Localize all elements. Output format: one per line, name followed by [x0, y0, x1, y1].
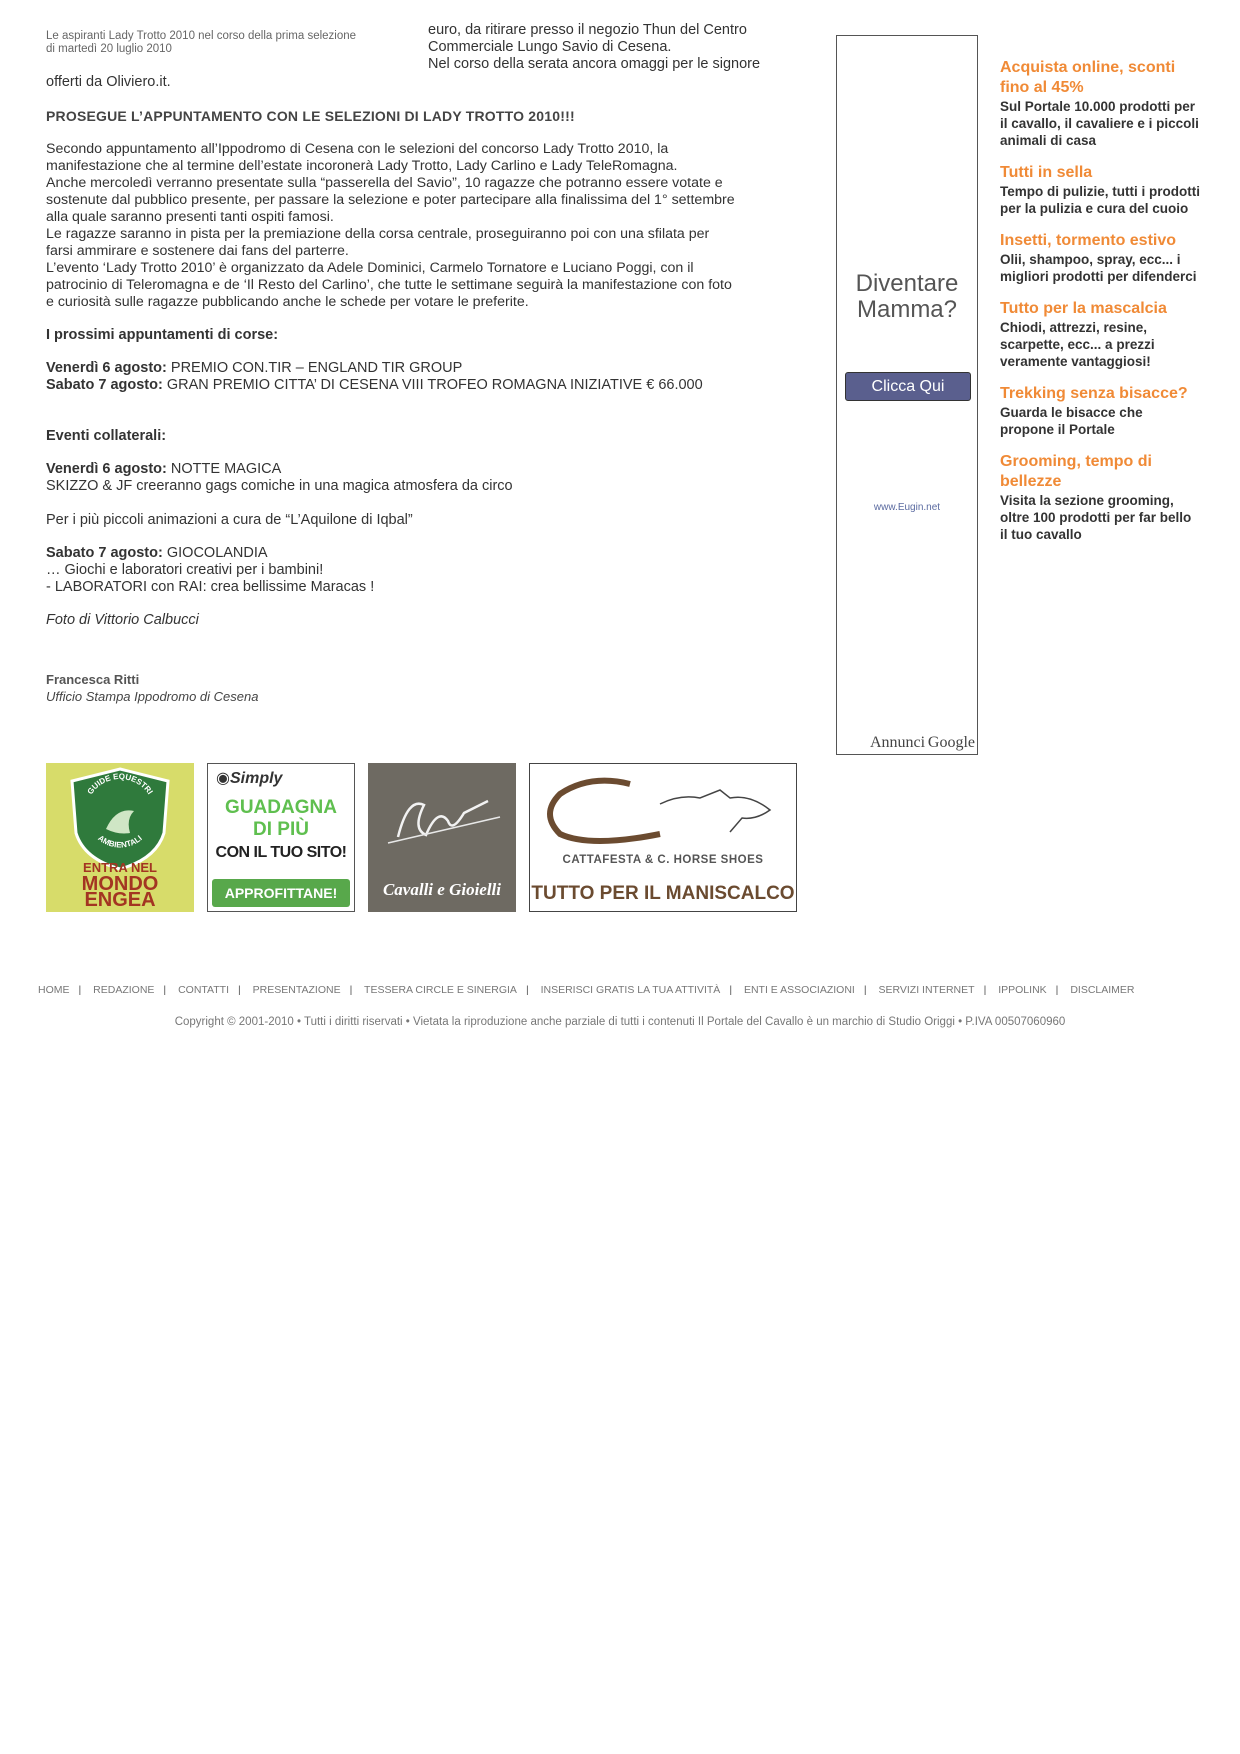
event-line: - LABORATORI con RAI: crea bellissime Maracas ! — [46, 579, 375, 595]
section-heading: I prossimi appuntamenti di corse: — [46, 327, 279, 343]
event-line — [46, 545, 374, 562]
promo-text: Chiodi, attrezzi, resine, scarpette, ecc... a prezzi veramente vantaggiosi! — [1000, 320, 1155, 369]
event-line: SKIZZO & JF creeranno gags comiche in una magica atmosfera da circo — [46, 478, 513, 494]
engea-text — [46, 860, 194, 911]
badge-bottom-text: AMBIENTALI — [96, 833, 144, 850]
nav-home[interactable]: HOME — [38, 984, 70, 996]
nav-separator: | — [1055, 984, 1059, 996]
nav-separator: | — [163, 984, 167, 996]
nav-contatti[interactable]: CONTATTI — [178, 984, 230, 996]
nav-separator: | — [863, 984, 867, 996]
photo-credit: Foto di Vittorio Calbucci — [46, 612, 199, 628]
event-name: NOTTE MAGICA — [166, 461, 282, 477]
nav-separator: | — [729, 984, 733, 996]
promo-item[interactable] — [1000, 58, 1200, 149]
badge-top-text: GUIDE EQUESTRI — [85, 771, 155, 797]
engea-shield-logo — [46, 763, 194, 873]
event-date: Venerdì 6 agosto: — [46, 461, 167, 477]
nav-enti[interactable]: ENTI E ASSOCIAZIONI — [743, 984, 855, 996]
body-line: e curiosità sulle ragazze pubblicando anche le schede per votare le preferite. — [46, 294, 529, 310]
ad-question: Diventare Mamma? — [855, 270, 959, 323]
annunci-label: Annunci — [870, 734, 926, 751]
text-line: Nel corso della serata ancora omaggi per le signore — [428, 56, 761, 72]
event-date: Sabato 7 agosto: — [46, 545, 163, 561]
body-line: Le ragazze saranno in pista per la premiazione della corsa centrale, proseguiranno poi con una sfilata per — [46, 226, 710, 242]
event-line: … Giochi e laboratori creativi per i bambini! — [46, 562, 324, 578]
caption-line: Le aspiranti Lady Trotto 2010 nel corso della prima selezione — [46, 30, 357, 42]
promo-text: Sul Portale 10.000 prodotti per il cavallo, il cavaliere e i piccoli animali di casa — [1000, 99, 1199, 148]
promo-title[interactable]: Tutto per la mascalcia — [1000, 300, 1167, 317]
simply-logo — [216, 768, 282, 788]
prossimi-heading — [46, 327, 278, 343]
engea-line2: MONDO ENGEA — [81, 873, 159, 911]
eventi-heading — [46, 428, 166, 444]
offerti-text: offerti da Oliviero.it. — [46, 74, 171, 90]
nav-presentazione[interactable]: PRESENTAZIONE — [252, 984, 341, 996]
signature-logo — [368, 777, 516, 857]
promo-item[interactable] — [1000, 384, 1200, 438]
nav-redazione[interactable]: REDAZIONE — [93, 984, 155, 996]
promo-text: Tempo di pulizie, tutti i prodotti per la pulizia e cura del cuoio — [1000, 184, 1200, 216]
section-heading: Eventi collaterali: — [46, 428, 167, 444]
nav-separator: | — [983, 984, 987, 996]
nav-separator: | — [238, 984, 241, 996]
engea-banner[interactable] — [46, 763, 194, 912]
promo-title[interactable]: Trekking senza bisacce? — [1000, 385, 1188, 402]
cattafesta-slogan: TUTTO PER IL MANISCALCO — [531, 883, 795, 904]
promo-text: Visita la sezione grooming, oltre 100 prodotti per far bello il tuo cavallo — [1000, 493, 1192, 542]
approfittane-button[interactable]: APPROFITTANE! — [212, 879, 350, 907]
body-line: Secondo appuntamento all’Ippodromo di Cesena con le selezioni del concorso Lady Trotto 2010, la — [46, 141, 669, 157]
event-venerdi — [46, 461, 513, 495]
author-block — [46, 671, 258, 705]
race-item — [46, 360, 703, 377]
google-ad-box[interactable] — [836, 35, 978, 755]
copyright: Copyright © 2001-2010 • Tutti i diritti riservati • Vietata la riproduzione anche parziale di tutti i contenuti Il Portale del Cavallo è un marchio di Studio Origgi • P.IVA 00507060960 — [174, 1016, 1066, 1028]
nav-ippolink[interactable]: IPPOLINK — [998, 984, 1047, 996]
article-headline: PROSEGUE L’APPUNTAMENTO CON LE SELEZIONI DI LADY TROTTO 2010!!! — [46, 108, 575, 124]
body-line: Anche mercoledì verranno presentate sulla “passerella del Savio”, 10 ragazze che potranno essere votate e — [46, 175, 723, 191]
promo-item[interactable] — [1000, 231, 1200, 285]
nav-inserisci[interactable]: INSERISCI GRATIS LA TUA ATTIVITÀ — [540, 984, 721, 996]
promo-text: Olii, shampoo, spray, ecc... i migliori prodotti per difenderci — [1000, 252, 1197, 284]
photo-caption — [46, 30, 406, 56]
engea-line1: ENTRA NEL — [83, 860, 157, 875]
simply-logo-text: Simply — [229, 770, 283, 787]
promo-item[interactable] — [1000, 299, 1200, 370]
simply-circle-icon: ◉ — [216, 770, 230, 787]
event-piccoli: Per i più piccoli animazioni a cura de “L’Aquilone di Iqbal” — [46, 512, 413, 528]
text-line: Commerciale Lungo Savio di Cesena. — [428, 39, 672, 55]
simply-banner[interactable] — [207, 763, 355, 912]
simply-line3: CON IL TUO SITO! — [215, 844, 347, 861]
promo-item[interactable] — [1000, 163, 1200, 217]
promo-item[interactable] — [1000, 452, 1200, 543]
event-sabato — [46, 545, 374, 596]
body-line: patrocinio di Teleromagna e de ‘Il Resto del Carlino’, che tutte le settimane seguirà la manifestazione con foto — [46, 277, 732, 293]
event-line — [46, 461, 513, 478]
cattafesta-banner[interactable] — [529, 763, 797, 912]
nav-separator: | — [525, 984, 529, 996]
cattafesta-name: CATTAFESTA & C. HORSE SHOES — [562, 854, 764, 866]
race-date: Sabato 7 agosto: — [46, 377, 163, 393]
promo-title[interactable]: Insetti, tormento estivo — [1000, 232, 1177, 249]
horseshoe-logo — [530, 764, 797, 854]
event-name: GIOCOLANDIA — [162, 545, 268, 561]
nav-servizi[interactable]: SERVIZI INTERNET — [878, 984, 975, 996]
ad-url-link[interactable]: www.Eugin.net — [873, 502, 941, 513]
annunci-google[interactable] — [870, 734, 975, 752]
caption-line: di martedì 20 luglio 2010 — [46, 43, 172, 55]
body-line: alla quale saranno presenti tanti ospiti famosi. — [46, 209, 334, 225]
article-body — [46, 141, 816, 311]
race-date: Venerdì 6 agosto: — [46, 360, 167, 376]
nav-separator: | — [78, 984, 82, 996]
nav-separator: | — [349, 984, 353, 996]
simply-line1: GUADAGNA — [225, 797, 337, 818]
promo-title[interactable]: Grooming, tempo di bellezze — [1000, 453, 1152, 490]
clicca-qui-button[interactable]: Clicca Qui — [845, 372, 971, 401]
author-role: Ufficio Stampa Ippodromo di Cesena — [46, 689, 259, 704]
footer-nav — [38, 984, 1208, 996]
simply-line2: DI PIÙ — [253, 819, 309, 840]
nav-disclaimer[interactable]: DISCLAIMER — [1070, 984, 1135, 996]
promo-text: Guarda le bisacce che propone il Portale — [1000, 405, 1143, 437]
text-line: euro, da ritirare presso il negozio Thun del Centro — [428, 22, 747, 38]
simply-headline — [208, 797, 354, 841]
race-name: PREMIO CON.TIR – ENGLAND TIR GROUP — [166, 360, 463, 376]
promo-title[interactable]: Acquista online, sconti fino al 45% — [1000, 59, 1176, 96]
body-line: farsi ammirare e sostenere dai fans del parterre. — [46, 243, 349, 259]
promo-title[interactable]: Tutti in sella — [1000, 164, 1093, 181]
promo-column — [1000, 58, 1200, 557]
body-line: manifestazione che al termine dell’estate incoronerà Lady Trotto, Lady Carlino e Lady TeleRomagna. — [46, 158, 678, 174]
race-item — [46, 377, 703, 394]
cavalli-gioielli-banner[interactable] — [368, 763, 516, 912]
nav-tessera[interactable]: TESSERA CIRCLE E SINERGIA — [364, 984, 517, 996]
cavalli-text: Cavalli e Gioielli — [382, 880, 502, 899]
google-logo: Google — [927, 734, 975, 751]
body-line: L’evento ‘Lady Trotto 2010’ è organizzato da Adele Dominici, Carmelo Tornatore e Luciano Poggi, con il — [46, 260, 694, 276]
prossimi-list — [46, 360, 703, 394]
article-intro-continued — [428, 22, 808, 73]
body-line: sostenute dal pubblico presente, per passare la selezione e poter partecipare alla finalissima del 1° settembre — [46, 192, 735, 208]
author-name: Francesca Ritti — [46, 672, 140, 687]
race-name: GRAN PREMIO CITTA’ DI CESENA VIII TROFEO ROMAGNA INIZIATIVE € 66.000 — [162, 377, 703, 393]
